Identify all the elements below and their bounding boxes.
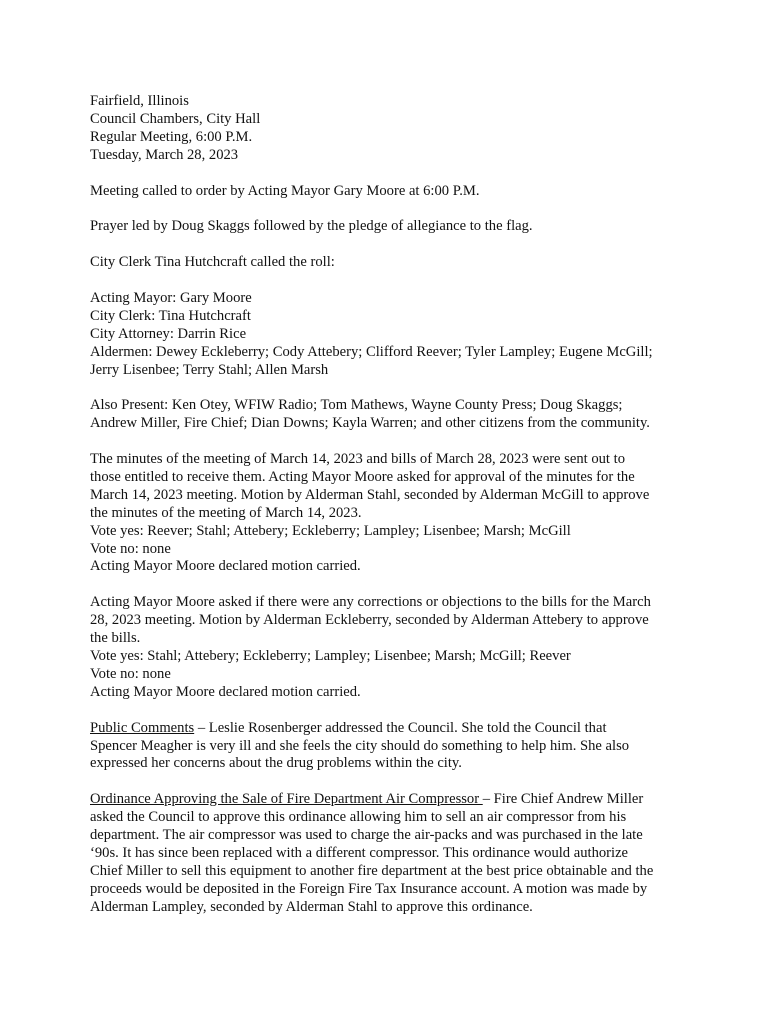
- attendance-attorney: City Attorney: Darrin Rice: [90, 325, 247, 342]
- attendance-list: [90, 290, 690, 380]
- attendance-aldermen-line-1: Aldermen: Dewey Eckleberry; Cody Attebery; Clifford Reever; Tyler Lampley; Eugene McGill;: [90, 343, 653, 360]
- attendance-clerk: City Clerk: Tina Hutchcraft: [90, 307, 251, 324]
- public-comments-line-1: [90, 720, 690, 738]
- ordinance-heading: Ordinance Approving the Sale of Fire Department Air Compressor: [90, 791, 483, 808]
- ordinance-line-1-text: – Fire Chief Andrew Miller: [482, 791, 644, 808]
- public-comments-heading: Public Comments: [90, 719, 195, 736]
- minutes-line-3: March 14, 2023 meeting. Motion by Alderman Stahl, seconded by Alderman McGill to approve: [90, 486, 650, 503]
- ordinance-line-4: ‘90s. It has since been replaced with a different compressor. This ordinance would authorize: [90, 844, 629, 861]
- document-page: [90, 93, 690, 934]
- ordinance-line-7: Alderman Lampley, seconded by Alderman Stahl to approve this ordinance.: [90, 898, 533, 915]
- minutes-line-1: The minutes of the meeting of March 14, 2023 and bills of March 28, 2023 were sent out to: [90, 451, 625, 468]
- bills-line-2: 28, 2023 meeting. Motion by Alderman Eckleberry, seconded by Alderman Attebery to approve: [90, 612, 649, 629]
- minutes-result: Acting Mayor Moore declared motion carried.: [90, 558, 361, 575]
- bills-line-3: the bills.: [90, 630, 141, 647]
- public-comments-line-1-text: – Leslie Rosenberger addressed the Council. She told the Council that: [194, 719, 607, 736]
- header-meeting: Regular Meeting, 6:00 P.M.: [90, 128, 253, 145]
- public-comments-line-2: Spencer Meagher is very ill and she feels the city should do something to help him. She also: [90, 737, 630, 754]
- prayer-text: Prayer led by Doug Skaggs followed by the pledge of allegiance to the flag.: [90, 218, 533, 235]
- also-present-line-1: Also Present: Ken Otey, WFIW Radio; Tom Mathews, Wayne County Press; Doug Skaggs;: [90, 397, 623, 414]
- ordinance-line-1: [90, 791, 690, 809]
- attendance-mayor: Acting Mayor: Gary Moore: [90, 289, 252, 306]
- public-comments-paragraph: [90, 720, 690, 774]
- minutes-vote-yes: Vote yes: Reever; Stahl; Attebery; Eckleberry; Lampley; Lisenbee; Marsh; McGill: [90, 522, 571, 539]
- public-comments-line-3: expressed her concerns about the drug problems within the city.: [90, 755, 462, 772]
- attendance-aldermen-line-2: Jerry Lisenbee; Terry Stahl; Allen Marsh: [90, 361, 329, 378]
- header-date: Tuesday, March 28, 2023: [90, 146, 239, 163]
- bills-result: Acting Mayor Moore declared motion carried.: [90, 683, 361, 700]
- also-present-paragraph: [90, 397, 690, 433]
- minutes-paragraph: [90, 451, 690, 576]
- roll-call-text: City Clerk Tina Hutchcraft called the roll:: [90, 254, 335, 271]
- ordinance-line-2: asked the Council to approve this ordinance allowing him to sell an air compressor from his: [90, 809, 627, 826]
- minutes-vote-no: Vote no: none: [90, 540, 171, 557]
- bills-line-1: Acting Mayor Moore asked if there were any corrections or objections to the bills for the March: [90, 594, 651, 611]
- ordinance-line-5: Chief Miller to sell this equipment to another fire department at the best price obtainable and the: [90, 862, 654, 879]
- minutes-line-2: those entitled to receive them. Acting Mayor Moore asked for approval of the minutes for the: [90, 468, 635, 485]
- bills-vote-no: Vote no: none: [90, 665, 171, 682]
- call-to-order-text: Meeting called to order by Acting Mayor Gary Moore at 6:00 P.M.: [90, 182, 480, 199]
- bills-vote-yes: Vote yes: Stahl; Attebery; Eckleberry; Lampley; Lisenbee; Marsh; McGill; Reever: [90, 647, 571, 664]
- meeting-header: [90, 93, 690, 165]
- roll-call-paragraph: [90, 254, 690, 272]
- header-city: Fairfield, Illinois: [90, 93, 189, 109]
- call-to-order-paragraph: [90, 183, 690, 201]
- prayer-paragraph: [90, 218, 690, 236]
- also-present-line-2: Andrew Miller, Fire Chief; Dian Downs; Kayla Warren; and other citizens from the community.: [90, 415, 650, 432]
- minutes-line-4: the minutes of the meeting of March 14, 2023.: [90, 504, 362, 521]
- bills-paragraph: [90, 594, 690, 701]
- ordinance-line-6: proceeds would be deposited in the Foreign Fire Tax Insurance account. A motion was made by: [90, 880, 648, 897]
- header-location: Council Chambers, City Hall: [90, 110, 261, 127]
- ordinance-line-3: department. The air compressor was used to charge the air-packs and was purchased in the late: [90, 827, 643, 844]
- ordinance-paragraph: [90, 791, 690, 916]
